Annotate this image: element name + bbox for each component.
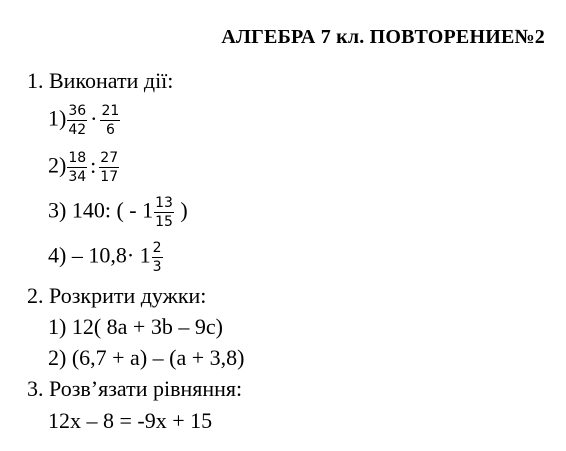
task-3-equation: 12x – 8 = -9x + 15 xyxy=(48,408,213,433)
fraction-numerator: 18 xyxy=(68,150,87,166)
task-2-item-1: 1) 12( 8a + 3b – 9c) xyxy=(48,314,223,339)
fraction-numerator: 2 xyxy=(152,240,162,256)
item-label: 1) xyxy=(48,105,67,131)
task-1-item-3 xyxy=(48,195,188,230)
fraction xyxy=(67,103,87,138)
task-2-item-2: 2) (6,7 + a) – (a + 3,8) xyxy=(48,345,245,370)
fraction xyxy=(67,150,87,185)
fraction-denominator: 34 xyxy=(68,169,87,185)
operator: · xyxy=(90,105,98,131)
item-label: 2) xyxy=(48,152,67,178)
task-1-heading: 1. Виконати дії: xyxy=(27,68,174,93)
fraction-denominator: 3 xyxy=(152,259,162,275)
task-2-heading: 2. Розкрити дужки: xyxy=(27,283,207,308)
fraction xyxy=(100,103,120,138)
operator: : xyxy=(90,152,97,178)
task-1-item-1 xyxy=(48,103,121,138)
item-text: 3) 140: ( - 1 xyxy=(48,197,154,223)
fraction-numerator: 21 xyxy=(101,103,120,119)
fraction-numerator: 27 xyxy=(100,150,119,166)
fraction-denominator: 42 xyxy=(68,122,87,138)
fraction xyxy=(99,150,119,185)
fraction xyxy=(154,195,174,230)
task-3-heading: 3. Розв’язати рівняння: xyxy=(27,376,243,401)
fraction-numerator: 36 xyxy=(68,103,87,119)
item-text: 4) – 10,8· 1 xyxy=(48,242,151,268)
fraction-denominator: 6 xyxy=(105,122,115,138)
task-1-item-4 xyxy=(48,240,164,275)
fraction-numerator: 13 xyxy=(155,195,173,211)
fraction-denominator: 17 xyxy=(100,169,119,185)
fraction xyxy=(152,240,163,275)
item-text-end: ) xyxy=(174,197,188,223)
task-1-item-2 xyxy=(48,150,120,185)
page-title: АЛГЕБРА 7 кл. ПОВТОРЕНИЕ№2 xyxy=(221,26,545,48)
fraction-denominator: 15 xyxy=(155,214,173,230)
